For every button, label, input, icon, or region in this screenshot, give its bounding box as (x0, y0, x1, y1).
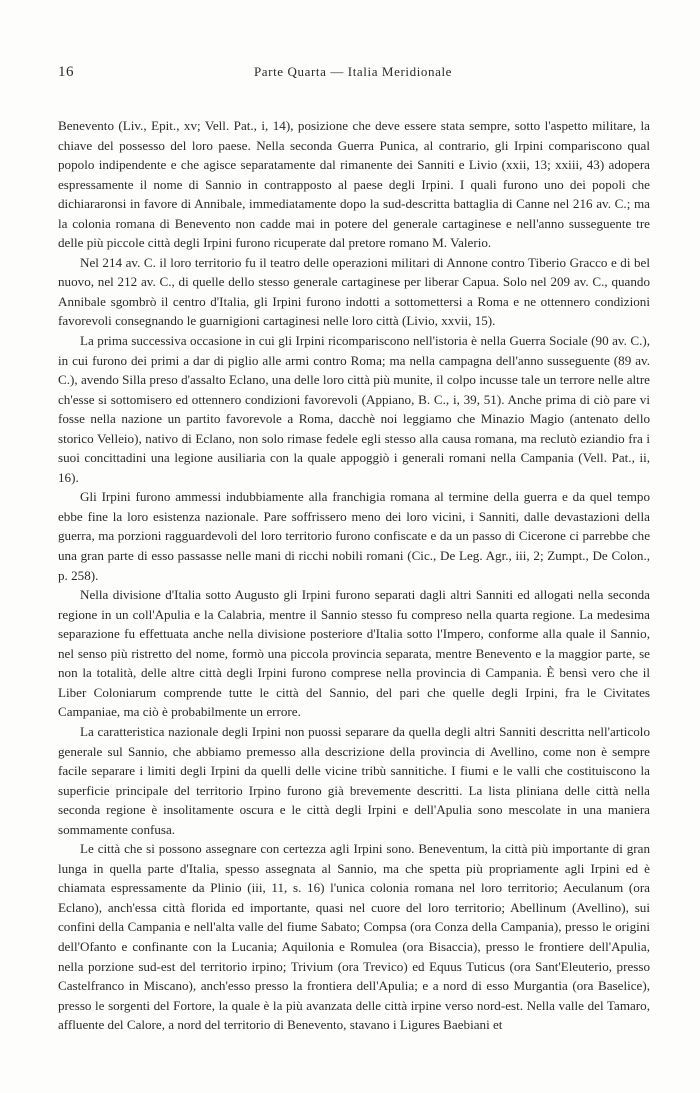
paragraph-3: La prima successiva occasione in cui gli Irpini ricompariscono nell'istoria è nella Guerra Sociale (90 av. C.), in cui furono dei primi a dar di piglio alle armi contro Roma; ma nella campagna dell'anno susseguente (89 av. C.), avendo Silla preso d'assalto Eclano, una delle loro città più munite, il colpo incusse tale un terrore nelle altre ch'esse si sottomisero ed ottennero condizioni favorevoli (Appiano, B. C., i, 39, 51). Anche prima di ciò pare vi fosse nella nazione un partito favorevole a Roma, dacchè noi leggiamo che Minazio Magio (antenato dello storico Velleio), nativo di Eclano, non solo rimase fedele egli stesso alla causa romana, ma reclutò eziandio fra i suoi concittadini una legione ausiliaria con la quale appoggiò i generali romani nella Campania (Vell. Pat., ii, 16). (58, 333, 650, 485)
paragraph-6: La caratteristica nazionale degli Irpini non puossi separare da quella degli altri Sanniti descritta nell'articolo generale sul Sannio, che abbiamo premesso alla descrizione della provincia di Avellino, come non è sempre facile separare i limiti degli Irpini da quelli delle vicine tribù sannitiche. I fiumi e le valli che costituiscono la superficie principale del territorio Irpino furono già brevemente descritti. La lista pliniana delle città nella seconda regione è insolitamente oscura e le città degli Irpini e dell'Apulia sono mescolate in una maniera sommamente confusa. (58, 723, 650, 837)
page-header (58, 64, 648, 84)
paragraph-7: Le città che si possono assegnare con certezza agli Irpini sono. Beneventum, la città più importante di gran lunga in quella parte d'Italia, spesso assegnata al Sannio, ma che spetta più propriamente agli Irpini ed è chiamata espressamente da Plinio (iii, 11, s. 16) l'unica colonia romana nel loro territorio; Aeculanum (ora Eclano), anch'essa città florida ed importante, quasi nel cuore del loro territorio; Abellinum (Avellino), sui confini della Campania e nell'alta valle del fiume Sabato; Compsa (ora Conza della Campania), presso le origini dell'Ofanto e confinante con la Lucania; Aquilonia e Romulea (ora Bisaccia), presso le frontiere dell'Apulia, nella porzione sud-est del territorio irpino; Trivium (ora Trevico) ed Equus Tuticus (ora Sant'Eleuterio, presso Castelfranco in Miscano), anch'esso presso la frontiera dell'Apulia; e a nord di esso Murgantia (ora Baselice), presso le sorgenti del Fortore, la quale è la più avanzata delle città irpine verso nord-est. Nella valle del Tamaro, affluente del Calore, a nord del territorio di Benevento, stavano i Ligures Baebiani et (58, 841, 650, 1033)
paragraph-1: Benevento (Liv., Epit., xv; Vell. Pat., i, 14), posizione che deve essere stata sempre, sotto l'aspetto militare, la chiave del possesso del loro paese. Nella seconda Guerra Punica, al contrario, gli Irpini compariscono qual popolo indipendente e che agisce separatamente dal rimanente dei Sanniti e Livio (xxii, 13; xxiii, 43) adopera espressamente il nome di Sannio in contrapposto al paese degli Irpini. I quali furono uno dei popoli che dichiararonsi in favore di Annibale, immediatamente dopo la sud-descritta battaglia di Canne nel 216 av. C.; ma la colonia romana di Benevento non cadde mai in potere del generale cartaginese e nell'anno susseguente tre delle più piccole città degli Irpini furono ricuperate dal pretore romano M. Valerio. (58, 118, 650, 251)
running-title: Parte Quarta — Italia Meridionale (253, 64, 453, 79)
paragraph-5: Nella divisione d'Italia sotto Augusto gli Irpini furono separati dagli altri Sanniti ed allogati nella seconda regione in un coll'Apulia e la Calabria, mentre il Sannio stesso fu compreso nella quarta regione. La medesima separazione fu effettuata anche nella divisione posteriore d'Italia sotto l'Impero, conforme alla quale il Sannio, nel senso più ristretto del nome, formò una piccola provincia separata, mentre Benevento e la maggior parte, se non la totalità, delle altre città degli Irpini furono comprese nella provincia di Campania. È bensì vero che il Liber Coloniarum comprende tutte le città del Sannio, del pari che quelle degli Irpini, fra le Civitates Campaniae, ma ciò è probabilmente un errore. (58, 587, 650, 720)
body-text (58, 116, 650, 1035)
paragraph-2: Nel 214 av. C. il loro territorio fu il teatro delle operazioni militari di Annone contro Tiberio Gracco e di bel nuovo, nel 212 av. C., di quelle dello stesso generale cartaginese per liberar Capua. Solo nel 209 av. C., quando Annibale sgombrò il centro d'Italia, gli Irpini furono indotti a sottomettersi a Roma e ne ottennero condizioni favorevoli consegnando le guarnigioni cartaginesi nelle loro città (Livio, xxvii, 15). (58, 254, 650, 329)
page-number: 16 (58, 64, 74, 80)
paragraph-4: Gli Irpini furono ammessi indubbiamente alla franchigia romana al termine della guerra e da quel tempo ebbe fine la loro esistenza nazionale. Pare soffrissero meno dei loro vicini, i Sanniti, dalle devastazioni della guerra, ma porzioni ragguardevoli del loro territorio furono confiscate e da un passo di Cicerone ci parrebbe che una gran parte di esso passasse nelle mani di ricchi nobili romani (Cic., De Leg. Agr., iii, 2; Zumpt., De Colon., p. 258). (58, 489, 650, 583)
